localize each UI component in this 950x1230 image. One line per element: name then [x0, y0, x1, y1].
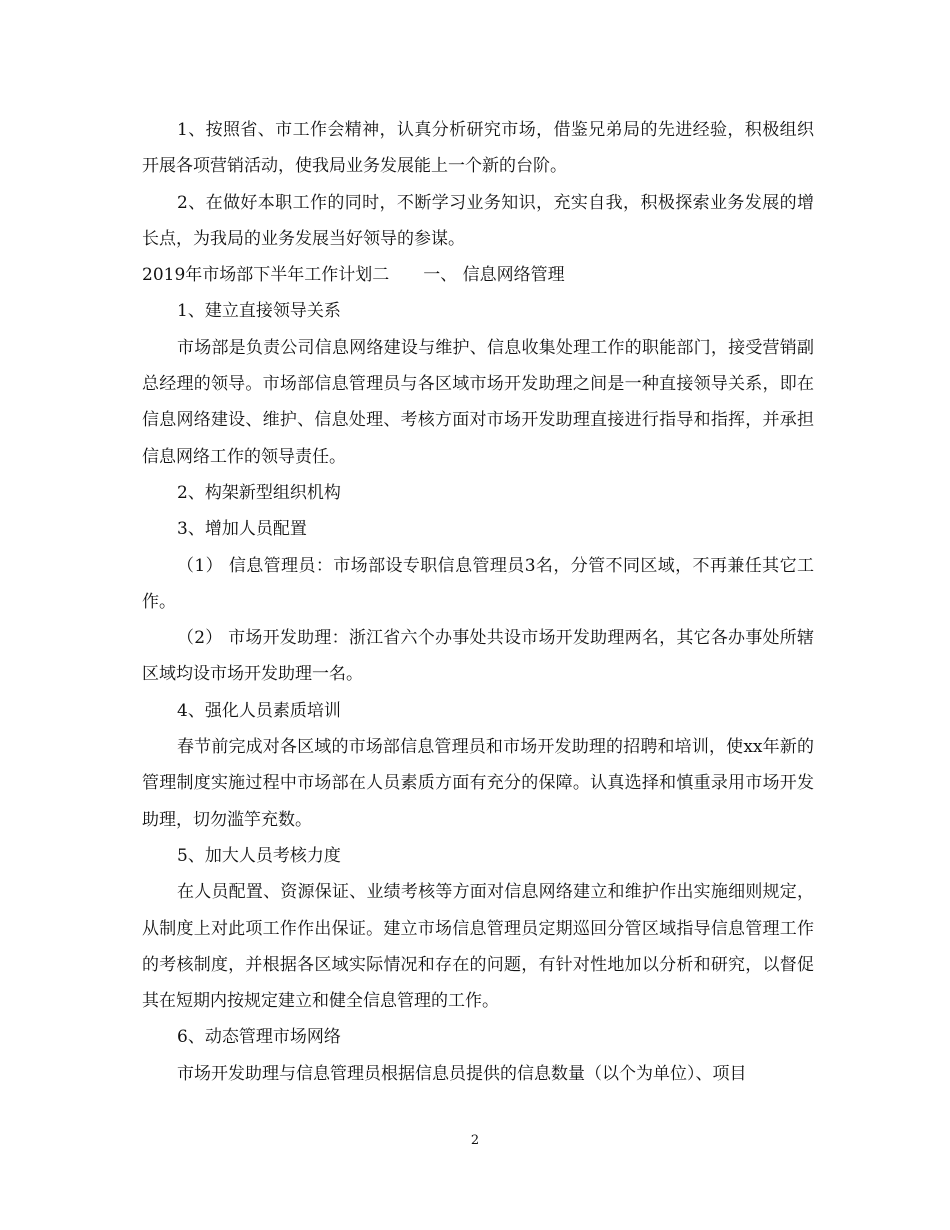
- list-item-1: （1） 信息管理员：市场部设专职信息管理员3名，分管不同区域，不再兼任其它工作。: [142, 555, 814, 612]
- subheading-4: 4、强化人员素质培训: [177, 700, 341, 721]
- subheading-5: 5、加大人员考核力度: [177, 845, 341, 866]
- document-body: [142, 112, 814, 1092]
- page-number: 2: [470, 1133, 480, 1148]
- section-heading: 2019年市场部下半年工作计划二 一、 信息网络管理: [142, 265, 565, 286]
- subheading-1: 1、建立直接领导关系: [177, 301, 341, 322]
- paragraph-4: 春节前完成对各区域的市场部信息管理员和市场开发助理的招聘和培训，使xx年新的管理制度实施过程中市场部在人员素质方面有充分的保障。认真选择和慎重录用市场开发助理，切勿滥竽充数。: [142, 737, 814, 830]
- paragraph-5: 在人员配置、资源保证、业绩考核等方面对信息网络建立和维护作出实施细则规定，从制度上对此项工作作出保证。建立市场信息管理员定期巡回分管区域指导信息管理工作的考核制度，并根据各区域实际情况和存在的问题，有针对性地加以分析和研究，以督促其在短期内按规定建立和健全信息管理的工作。: [142, 882, 814, 1012]
- subheading-6: 6、动态管理市场网络: [177, 1027, 341, 1048]
- paragraph-3: 市场部是负责公司信息网络建设与维护、信息收集处理工作的职能部门，接受营销副总经理的领导。市场部信息管理员与各区域市场开发助理之间是一种直接领导关系，即在信息网络建设、维护、信息处理、考核方面对市场开发助理直接进行指导和指挥，并承担信息网络工作的领导责任。: [142, 337, 814, 467]
- paragraph-6: 市场开发助理与信息管理员根据信息员提供的信息数量（以个为单位）、项目: [177, 1063, 747, 1084]
- paragraph-2: 2、在做好本职工作的同时，不断学习业务知识，充实自我，积极探索业务发展的增长点，为我局的业务发展当好领导的参谋。: [142, 192, 814, 249]
- subheading-2: 2、构架新型组织机构: [177, 482, 341, 503]
- list-item-2: （2） 市场开发助理：浙江省六个办事处共设市场开发助理两名，其它各办事处所辖区域均设市场开发助理一名。: [142, 628, 814, 685]
- subheading-3: 3、增加人员配置: [177, 519, 307, 540]
- paragraph-1: 1、按照省、市工作会精神，认真分析研究市场，借鉴兄弟局的先进经验，积极组织开展各项营销活动，使我局业务发展能上一个新的台阶。: [142, 120, 814, 177]
